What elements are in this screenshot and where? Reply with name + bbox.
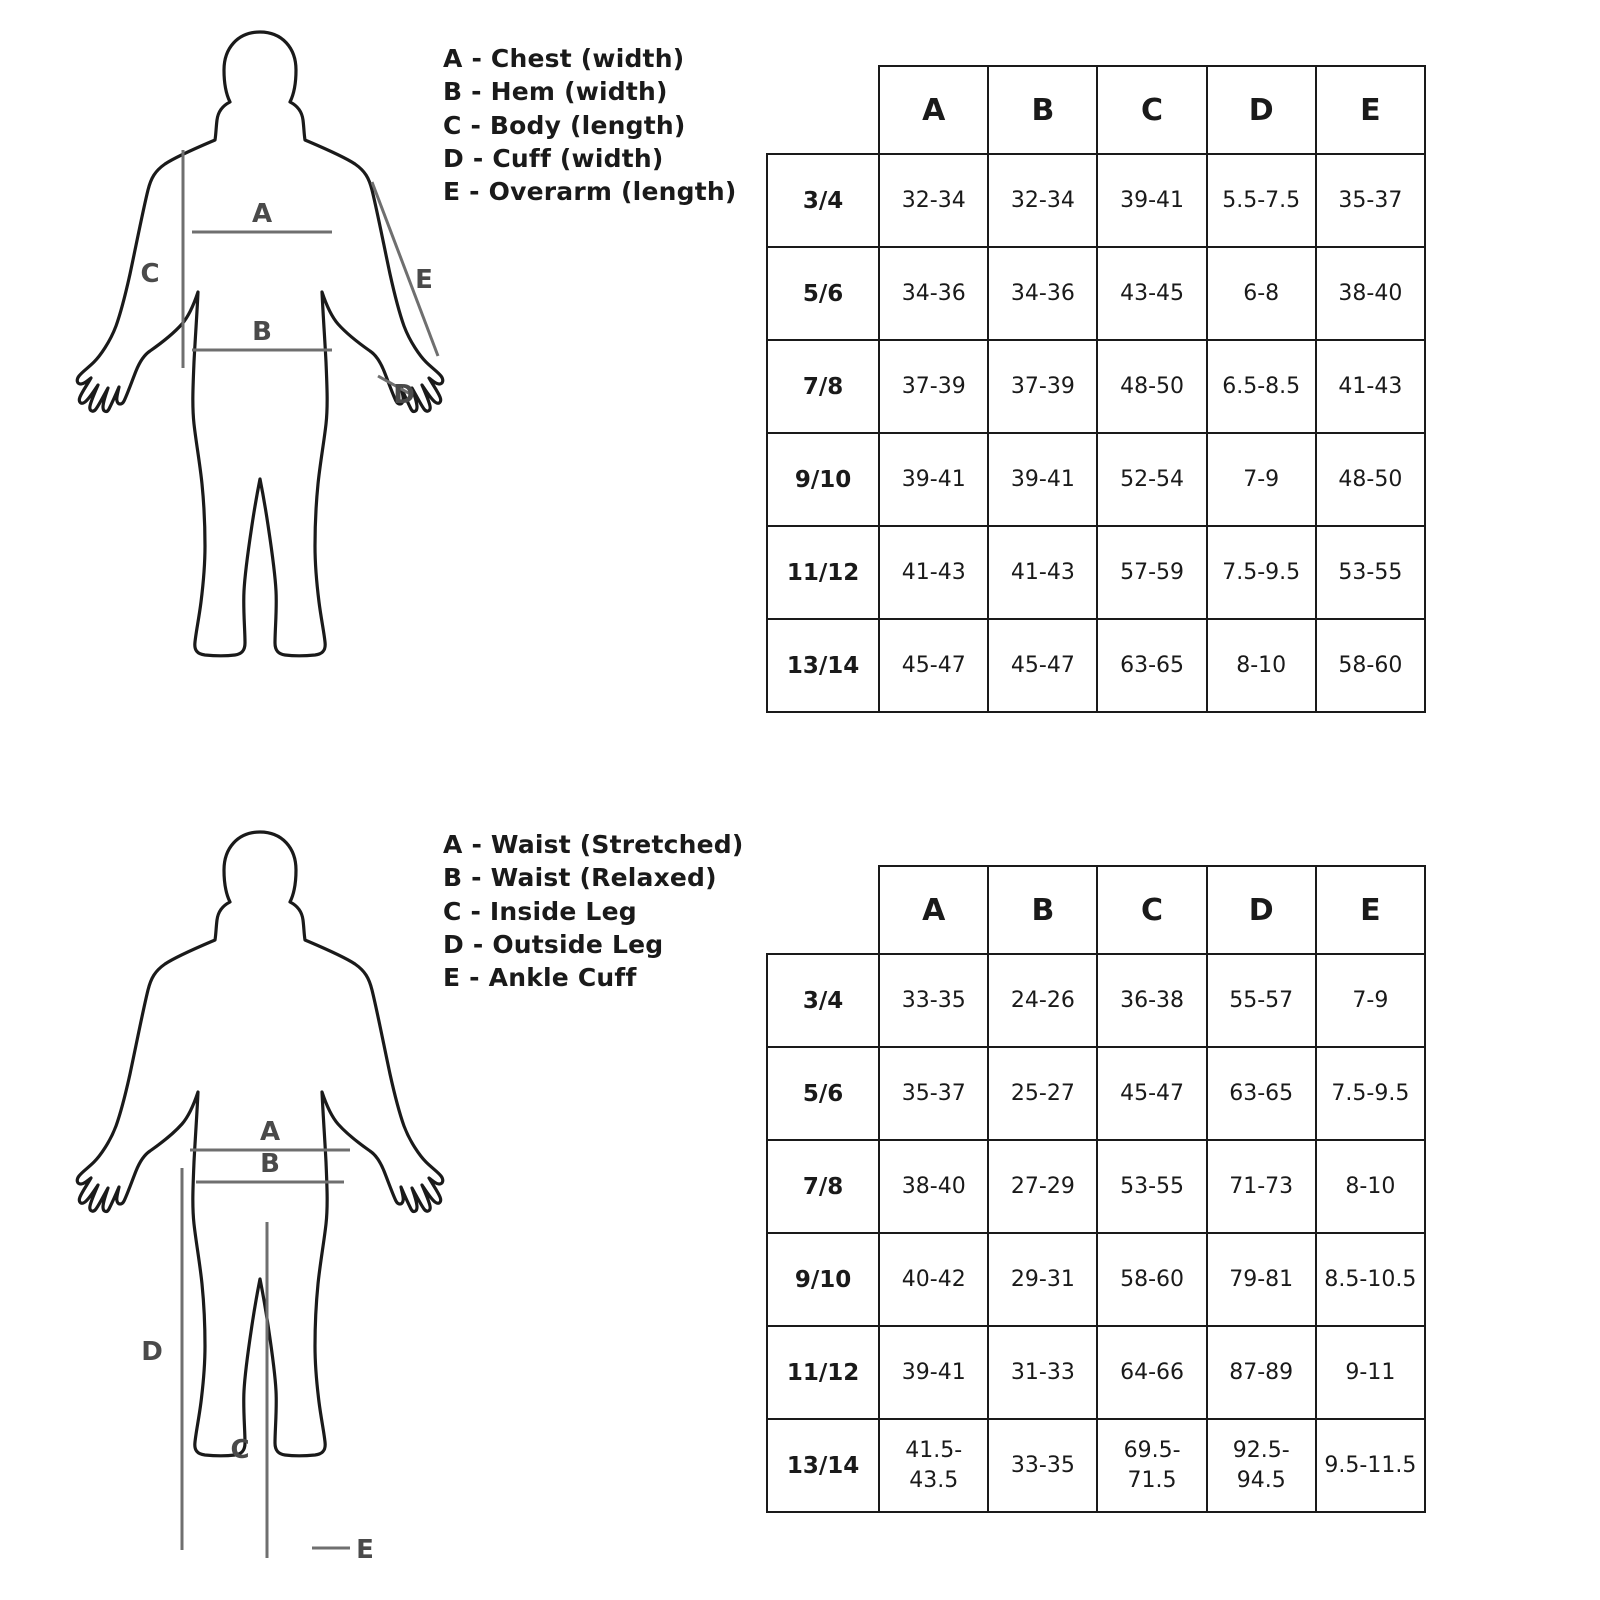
- figure-label-c: C: [140, 259, 160, 289]
- legend-item-d: D - Outside Leg: [443, 929, 664, 959]
- cell-c: 48-50: [1097, 340, 1206, 433]
- cell-d: 71-73: [1207, 1140, 1316, 1233]
- table-row: [767, 526, 1425, 619]
- cell-e: 53-55: [1316, 526, 1425, 619]
- row-header-size: 7/8: [767, 1140, 879, 1233]
- column-header-d: D: [1207, 866, 1316, 954]
- row-header-size: 9/10: [767, 433, 879, 526]
- table-row: [767, 1419, 1425, 1512]
- cell-c: 43-45: [1097, 247, 1206, 340]
- cell-e: 9-11: [1316, 1326, 1425, 1419]
- table-row: [767, 1047, 1425, 1140]
- cell-a: 33-35: [879, 954, 988, 1047]
- cell-d: 79-81: [1207, 1233, 1316, 1326]
- table-head: [767, 66, 1425, 154]
- cell-e: 9.5-11.5: [1316, 1419, 1425, 1512]
- cell-c: 53-55: [1097, 1140, 1206, 1233]
- figure-label-e: E: [356, 1535, 374, 1565]
- legend-item-c: C - Body (length): [443, 110, 686, 140]
- cell-d: 92.5- 94.5: [1207, 1419, 1316, 1512]
- row-header-size: 5/6: [767, 247, 879, 340]
- cell-a: 35-37: [879, 1047, 988, 1140]
- column-header-b: B: [988, 866, 1097, 954]
- column-header-e: E: [1316, 66, 1425, 154]
- cell-a: 39-41: [879, 1326, 988, 1419]
- table-row: [767, 154, 1425, 247]
- cell-c: 63-65: [1097, 619, 1206, 712]
- cell-b: 41-43: [988, 526, 1097, 619]
- table-row: [767, 619, 1425, 712]
- lower-body-legend: [443, 828, 744, 994]
- cell-e: 8.5-10.5: [1316, 1233, 1425, 1326]
- figure-label-c: C: [230, 1435, 250, 1465]
- cell-d: 6-8: [1207, 247, 1316, 340]
- figure-label-b: B: [260, 1149, 280, 1179]
- row-header-size: 7/8: [767, 340, 879, 433]
- upper-body-figure: [60, 10, 460, 790]
- row-header-size: 13/14: [767, 619, 879, 712]
- table-corner-cell: [767, 866, 879, 954]
- cell-c: 58-60: [1097, 1233, 1206, 1326]
- cell-c: 36-38: [1097, 954, 1206, 1047]
- cell-c: 52-54: [1097, 433, 1206, 526]
- row-header-size: 3/4: [767, 954, 879, 1047]
- legend-item-e: E - Overarm (length): [443, 177, 737, 206]
- cell-e: 41-43: [1316, 340, 1425, 433]
- table-body: [767, 954, 1425, 1512]
- cell-b: 25-27: [988, 1047, 1097, 1140]
- cell-d: 7.5-9.5: [1207, 526, 1316, 619]
- cell-e: 35-37: [1316, 154, 1425, 247]
- table-row: [767, 1233, 1425, 1326]
- cell-a: 45-47: [879, 619, 988, 712]
- cell-d: 63-65: [1207, 1047, 1316, 1140]
- cell-d: 55-57: [1207, 954, 1316, 1047]
- cell-c: 57-59: [1097, 526, 1206, 619]
- row-header-size: 5/6: [767, 1047, 879, 1140]
- legend-item-b: B - Waist (Relaxed): [443, 863, 717, 893]
- upper-body-legend: [443, 42, 736, 208]
- column-header-b: B: [988, 66, 1097, 154]
- cell-a: 41-43: [879, 526, 988, 619]
- cell-c: 39-41: [1097, 154, 1206, 247]
- table-row: [767, 1326, 1425, 1419]
- cell-d: 5.5-7.5: [1207, 154, 1316, 247]
- body-outline-svg: [60, 10, 460, 790]
- cell-d: 87-89: [1207, 1326, 1316, 1419]
- cell-a: 41.5- 43.5: [879, 1419, 988, 1512]
- table-row: [767, 1140, 1425, 1233]
- cell-d: 8-10: [1207, 619, 1316, 712]
- cell-b: 31-33: [988, 1326, 1097, 1419]
- column-header-c: C: [1097, 866, 1206, 954]
- lower-body-size-section: [0, 800, 1600, 1600]
- figure-label-d: D: [393, 380, 415, 410]
- cell-e: 8-10: [1316, 1140, 1425, 1233]
- legend-item-a: A - Chest (width): [443, 44, 685, 73]
- column-header-a: A: [879, 866, 988, 954]
- column-header-a: A: [879, 66, 988, 154]
- figure-label-e: E: [415, 265, 433, 295]
- table-corner-cell: [767, 66, 879, 154]
- table-row: [767, 340, 1425, 433]
- table-header-row: [767, 866, 1425, 954]
- cell-d: 6.5-8.5: [1207, 340, 1316, 433]
- cell-e: 38-40: [1316, 247, 1425, 340]
- cell-a: 40-42: [879, 1233, 988, 1326]
- cell-c: 64-66: [1097, 1326, 1206, 1419]
- legend-item-c: C - Inside Leg: [443, 896, 637, 926]
- cell-a: 37-39: [879, 340, 988, 433]
- cell-a: 32-34: [879, 154, 988, 247]
- legend-item-a: A - Waist (Stretched): [443, 830, 744, 859]
- figure-label-b: B: [252, 317, 272, 347]
- body-outline-svg-lower: [60, 810, 460, 1600]
- cell-b: 45-47: [988, 619, 1097, 712]
- table-row: [767, 433, 1425, 526]
- cell-b: 39-41: [988, 433, 1097, 526]
- table-row: [767, 247, 1425, 340]
- figure-label-d: D: [141, 1337, 163, 1367]
- cell-b: 37-39: [988, 340, 1097, 433]
- legend-item-d: D - Cuff (width): [443, 143, 664, 173]
- lower-body-size-table: [766, 865, 1426, 1513]
- column-header-e: E: [1316, 866, 1425, 954]
- cell-a: 39-41: [879, 433, 988, 526]
- upper-body-size-table: [766, 65, 1426, 713]
- cell-e: 7-9: [1316, 954, 1425, 1047]
- cell-d: 7-9: [1207, 433, 1316, 526]
- cell-b: 24-26: [988, 954, 1097, 1047]
- cell-e: 58-60: [1316, 619, 1425, 712]
- cell-b: 27-29: [988, 1140, 1097, 1233]
- row-header-size: 11/12: [767, 526, 879, 619]
- cell-b: 33-35: [988, 1419, 1097, 1512]
- cell-c: 45-47: [1097, 1047, 1206, 1140]
- figure-label-a: A: [251, 199, 273, 229]
- cell-e: 48-50: [1316, 433, 1425, 526]
- cell-a: 34-36: [879, 247, 988, 340]
- column-header-d: D: [1207, 66, 1316, 154]
- row-header-size: 3/4: [767, 154, 879, 247]
- legend-item-b: B - Hem (width): [443, 77, 668, 107]
- cell-b: 29-31: [988, 1233, 1097, 1326]
- row-header-size: 13/14: [767, 1419, 879, 1512]
- cell-c: 69.5- 71.5: [1097, 1419, 1206, 1512]
- table-header-row: [767, 66, 1425, 154]
- table-row: [767, 954, 1425, 1047]
- cell-a: 38-40: [879, 1140, 988, 1233]
- cell-b: 34-36: [988, 247, 1097, 340]
- column-header-c: C: [1097, 66, 1206, 154]
- table-head: [767, 866, 1425, 954]
- lower-body-figure: [60, 810, 460, 1590]
- row-header-size: 11/12: [767, 1326, 879, 1419]
- table-body: [767, 154, 1425, 712]
- figure-label-a: A: [259, 1117, 281, 1147]
- cell-b: 32-34: [988, 154, 1097, 247]
- row-header-size: 9/10: [767, 1233, 879, 1326]
- legend-item-e: E - Ankle Cuff: [443, 963, 637, 992]
- cell-e: 7.5-9.5: [1316, 1047, 1425, 1140]
